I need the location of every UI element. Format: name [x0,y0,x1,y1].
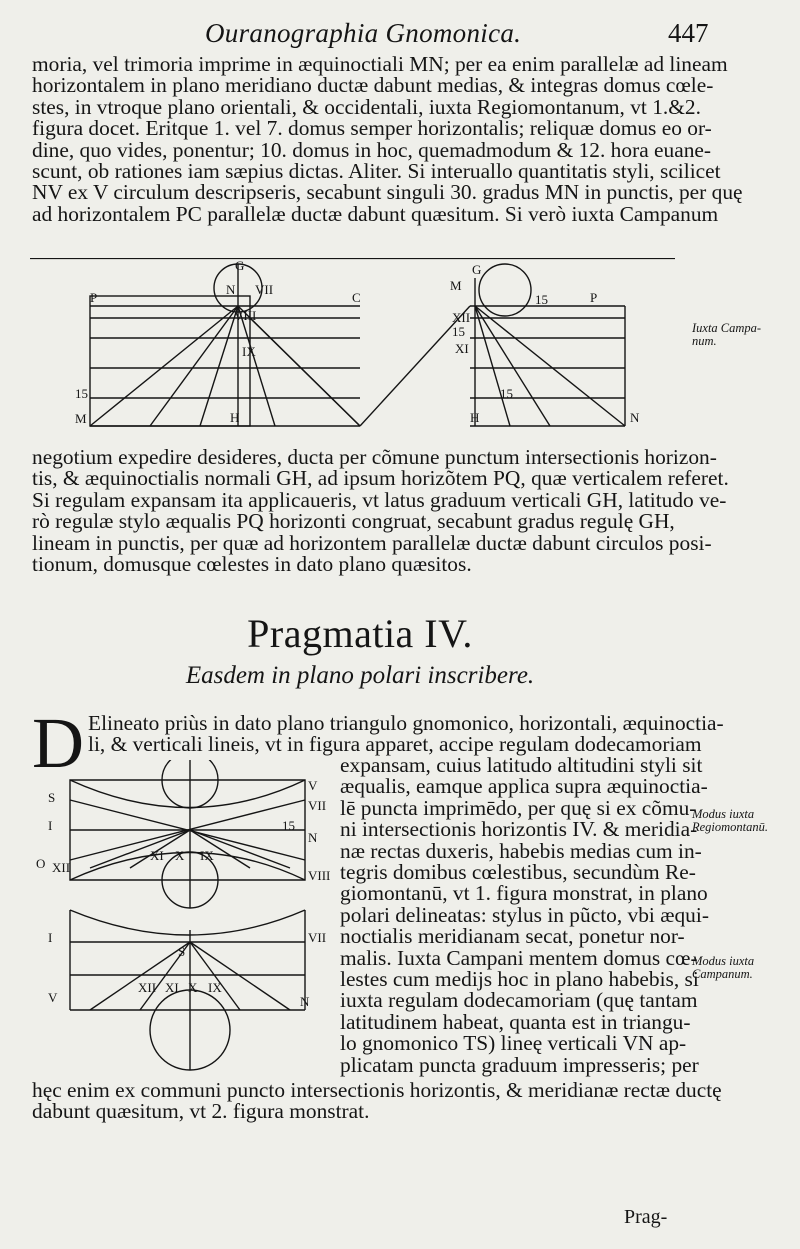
paragraph-3-side [340,755,709,1076]
text-line: Elineato priùs in dato plano triangulo gnomonico, horizontali, æquinoctia- [88,711,724,735]
figure-label: 15 [452,324,465,339]
figure-label: P [90,290,98,305]
right-ray3 [475,306,510,426]
text-line: polari delineatas: stylus in pũcto, vbi æqui- [340,902,709,927]
text-line: scunt, ob rationes iam sæpius dictas. Aliter. Si interuallo quantitatis styli, scilicet [32,159,721,184]
margin-note-line: Campanum. [692,967,753,981]
left-diag [250,318,360,426]
margin-note-line: Modus iuxta [692,954,755,968]
figure-label: VII [255,282,274,297]
figure-label: M [75,411,87,426]
figure-label: H [230,410,240,425]
left-ray3 [200,306,238,426]
figure-label: 15 [535,292,548,307]
text-line: stes, in vtroque plano orientali, & occidentali, iuxta Regiomontanum, vt 1.&2. [32,94,701,119]
figure-label: XI [150,848,164,863]
polar-diagram-svg [30,760,335,1078]
right-circle [479,264,531,316]
figure-label: H [470,410,480,425]
figure-label: IX [208,980,222,995]
figure-label: N [300,994,310,1009]
fig2-lower-ray1 [90,942,190,1010]
fig2-lower-ray4 [190,942,290,1010]
text-line: giomontanū, vt 1. figura monstrat, in plano [340,881,708,906]
margin-note-iuxta-campanum [692,322,761,348]
figure-campanus-diagram [30,258,675,440]
figure-label: X [188,980,198,995]
running-head-title: Ouranographia Gnomonica. [205,18,522,48]
text-line: dine, quo vides, ponentur; 10. domus in hoc, quemadmodum & 12. hora euane- [32,137,712,162]
paragraph-3-top [88,713,724,756]
fig2-lower-curve [70,910,305,935]
figure-label: VIII [308,868,331,883]
figure1-labels [75,258,640,426]
figure-label: S [48,790,56,805]
text-line: æqualis, eamque applica supra æquinoctia- [340,774,708,799]
right-ray1 [475,306,625,426]
text-line: lestes cum medijs hoc in plano habebis, si [340,967,699,992]
figure-label: IX [242,344,256,359]
section-subheading: Easdem in plano polari inscribere. [185,662,535,689]
paragraph-1 [32,54,743,225]
figure-polar-plane [30,760,335,1078]
text-line: lo gnomonico TS) lineę verticali VN ap- [340,1031,687,1056]
margin-note-line: Regiomontanū. [692,820,769,834]
figure-label: G [472,262,482,277]
figure-label: 15 [500,386,513,401]
text-line: ad horizontalem PC parallelæ ductæ dabunt quæsitum. Si verò iuxta Campanum [32,201,719,226]
figure-label: N [226,282,236,297]
figure-label: 15 [75,386,88,401]
paragraph-3-bottom [32,1080,722,1123]
text-line: tis, & æquinoctialis normali GH, ad ipsum horizõtem PQ, quæ verticalem referet. [32,466,729,491]
text-line: tegris domibus cœlestibus, secundùm Re- [340,860,696,885]
figure-label: M [450,278,462,293]
text-line: noctialis meridianam secat, ponetur nor- [340,924,685,949]
figure-label: N [308,830,318,845]
text-line: latitudinem habeat, quanta est in triangu- [340,1009,691,1034]
section-heading: Pragmatia IV. [247,611,473,656]
text-line: lē puncta imprimēdo, per quę si ex cõmu- [340,795,697,820]
text-line: negotium expedire desideres, ducta per cõmune punctum intersectionis horizon- [32,445,717,469]
text-line: rò regulæ stylo æqualis PQ horizonti congruat, secabunt gradus regulę GH, [32,509,675,534]
figure-label: I [48,930,53,945]
figure-label: S [178,944,186,959]
margin-note-modus-regiomontani [692,808,768,834]
text-line: malis. Iuxta Campani mentem domus cœ- [340,945,698,970]
figure-label: C [352,290,361,305]
fig2-top-curve2 [70,853,305,881]
figure-label: XII [452,310,471,325]
text-line: dabunt quæsitum, vt 2. figura monstrat. [32,1099,370,1124]
text-line: lineam in punctis, per quæ ad horizontem parallelæ ductæ dabunt circulos posi- [32,530,712,555]
diagram-svg [30,258,675,440]
figure-label: XI [455,341,469,356]
margin-note-line: num. [692,334,717,348]
text-line: moria, vel trimoria imprime in æquinoctiali MN; per ea enim parallelæ ad lineam [32,52,728,76]
text-line: ni intersectionis horizontis IV. & meridia- [340,817,698,842]
text-line: plicatam puncta graduum impresseris; per [340,1052,699,1077]
figure-label: VII [308,798,327,813]
paragraph-2 [32,447,729,575]
text-line: Si regulam expansam ita applicaueris, vt latus graduum verticali GH, latitudo ve- [32,487,727,512]
right-ray2 [475,306,550,426]
text-line: tionum, domusque cœlestes in dato plano quæsitos. [32,552,472,577]
figure-label: V [308,778,318,793]
fig2-lower-ray3 [190,942,240,1010]
margin-note-line: Modus iuxta [692,807,755,821]
text-line: NV ex V circulum descripseris, secabunt singuli 30. gradus MN in punctis, per quę [32,180,743,205]
page-number: 447 [668,18,709,48]
catchword: Prag- [624,1206,668,1228]
text-line: figura docet. Eritque 1. vel 7. domus semper horizontalis; reliquæ domus eo or- [32,116,712,141]
figure-label: X [175,848,185,863]
text-line: hęc enim ex communi puncto intersectionis horizontis, & meridianæ rectæ ductę [32,1078,722,1102]
figure-label: XI [165,980,179,995]
figure-label: O [36,856,46,871]
text-line: iuxta regulam dodecamoriam (quę tantam [340,988,698,1013]
figure-label: VII [308,930,327,945]
figure-label: P [590,290,598,305]
figure-label: I [48,818,53,833]
margin-note-modus-campanum [692,955,754,981]
text-line: expansam, cuius latitudo altitudini styli sit [340,753,703,777]
text-line: horizontalem in plano meridiano ductæ dabunt medias, & integras domus cœle- [32,73,714,98]
figure-label: XII [52,860,71,875]
margin-note-line: Iuxta Campa- [692,321,762,335]
figure-label: IX [200,848,214,863]
figure-label: N [630,410,640,425]
figure-label: XII [138,980,157,995]
figure-label: G [235,258,245,273]
running-head [0,18,800,52]
text-line: li, & verticali lineis, vt in figura apparet, accipe regulam dodecamoriam [88,732,702,757]
figure-label: VIII [234,308,257,323]
drop-cap: D [32,703,84,783]
figure-label: 15 [282,818,295,833]
figure-label: V [48,990,58,1005]
fig2-top-curve [70,780,305,808]
text-line: næ rectas duxeris, habebis medias cum in- [340,838,702,863]
